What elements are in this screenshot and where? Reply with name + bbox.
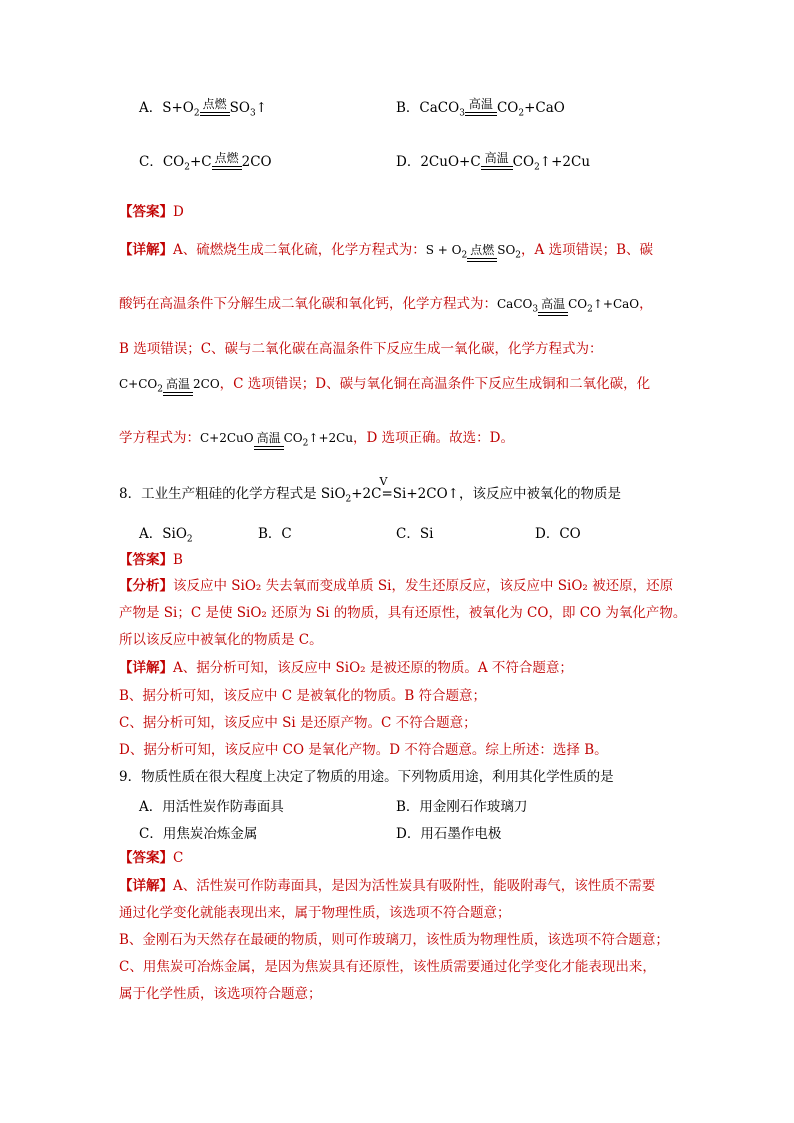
eq-product-tail: +CaO [524,100,565,116]
analysis-tag: 【分析】 [119,578,173,594]
q9-detail-line-4 [119,957,656,977]
q7-option-d [396,150,590,173]
detail-text: 通过化学变化就能表现出来，属于物理性质，该选项不符合题意； [119,905,511,921]
eq-product: CO [283,431,303,445]
eq-bar [467,258,497,259]
eq-condition-label: 高温 [256,431,281,446]
answer-tag: 【答案】 [119,204,173,220]
eq-product: CO [568,297,588,311]
option-label: A．SiO [139,526,187,542]
q8-option-d [535,522,581,542]
eq-condition-label: 点燃 [470,243,495,258]
q9-stem [119,767,614,787]
q8-option-c [396,522,433,542]
q9-option-b [396,795,527,815]
q8-analysis-line-3 [119,630,323,650]
eq-condition-label: 点燃 [202,96,227,111]
eq-bar [465,112,497,113]
q7-answer [119,202,184,222]
eq-product-tail: ↑+2Cu [539,154,591,170]
q8-analysis-line-1 [119,576,673,596]
detail-text: C、据分析可知，该反应中 Si 是还原产物。C 不符合题意； [119,715,477,731]
detail-text: B 选项错误；C、碳与二氧化碳在高温条件下反应生成一氧化碳，化学方程式为： [119,341,603,357]
q7-detail-line-4 [119,374,650,399]
eq-product: 2CO [241,154,272,170]
eq-subscript: 2 [461,250,468,261]
q8-stem [119,475,621,510]
eq-reactant: CO [162,154,185,170]
eq-condition [481,152,513,173]
detail-text: 酸钙在高温条件下分解生成二氧化碳和氧化钙，化学方程式为： [119,296,497,312]
answer-value: B [173,552,183,568]
stem-text: +2C [351,486,382,502]
q8-detail-line-1 [119,658,573,678]
option-label: D．用石墨作电极 [396,826,502,842]
eq-condition [538,298,568,319]
q8-detail-line-3 [119,713,477,733]
q7-option-b [396,96,565,119]
stem-text: Si+2CO↑，该反应中被氧化的物质是 [392,486,621,502]
eq-reactant-tail: +C [189,154,212,170]
eq-subscript: 3 [249,108,256,119]
q8-analysis-line-2 [119,603,686,623]
analysis-text: 所以该反应中被氧化的物质是 C。 [119,632,323,648]
eq-subscript: 2 [534,162,540,173]
eq-subscript: 3 [459,108,465,119]
q9-option-c [139,822,257,842]
answer-value: C [173,850,184,866]
answer-tag: 【答案】 [119,552,173,568]
option-label: C．用焦炭冶炼金属 [139,826,258,842]
option-label: A．用活性炭作防毒面具 [139,799,284,815]
q7-option-c [139,150,272,173]
equation [425,243,522,261]
eq-subscript: 2 [186,534,193,545]
detail-tag: 【详解】 [119,660,173,676]
eq-subscript: 2 [515,250,522,261]
stem-text: 9．物质性质在很大程度上决定了物质的用途。下列物质用途，利用其化学性质的是 [119,769,614,785]
eq-subscript: 3 [532,304,539,315]
detail-text: B、据分析可知，该反应中 C 是被氧化的物质。B 符合题意； [119,688,487,704]
eq-bar [200,115,230,116]
eq-bar [200,112,230,113]
reaction-mark-v: V [379,475,388,488]
q7-option-a [139,96,267,119]
eq-subscript: 2 [587,304,593,315]
eq-reactant: C+CO [119,377,158,391]
eq-subscript: 2 [193,108,200,119]
eq-condition-label: 点燃 [214,150,239,165]
eq-product-tail: ↑+2Cu [308,431,354,445]
eq-product: CO [496,100,519,116]
detail-tag: 【详解】 [119,878,173,894]
analysis-text: 该反应中 SiO₂ 失去氧而变成单质 Si，发生还原反应，该反应中 SiO₂ 被还原，还原 [173,578,674,594]
eq-condition-label: 高温 [484,150,509,165]
eq-condition-label: 高温 [165,377,190,392]
eq-product: CO [512,154,535,170]
q8-answer [119,550,183,570]
equation [119,377,220,395]
eq-subscript: 2 [302,438,309,449]
q7-detail-line-5 [119,428,514,453]
detail-text: A、硫燃烧生成二氧化硫，化学方程式为： [173,242,426,258]
eq-bar [163,395,193,396]
eq-bar [212,169,242,170]
q9-detail-line-5 [119,984,322,1004]
eq-reactant: S + O [425,243,462,257]
detail-text: B、金刚石为天然存在最硬的物质，则可作玻璃刀，该性质为物理性质，该选项不符合题意； [119,932,669,948]
q9-detail-line-1 [119,876,655,896]
detail-text: 学方程式为： [119,430,200,446]
eq-condition-label: 高温 [468,96,493,111]
q7-detail-line-2 [119,294,653,319]
eq-subscript: 2 [157,384,163,395]
eq-subscript: 2 [184,162,190,173]
eq-product: 2CO [193,377,220,391]
detail-text: ，C 选项错误；D、碳与氧化铜在高温条件下反应生成铜和二氧化碳，化 [219,376,651,392]
q9-detail-line-3 [119,930,669,950]
detail-text: D、据分析可知，该反应中 CO 是氧化产物。D 不符合题意。综上所述：选择 B。 [119,742,608,758]
q8-detail-line-4 [119,740,608,760]
eq-bar [254,446,284,447]
option-label: B．用金刚石作玻璃刀 [396,799,528,815]
reaction-mark: V = [381,484,392,504]
detail-text: ，D 选项正确。故选：D。 [353,430,514,446]
option-label: D． [396,154,421,170]
eq-bar [467,261,497,262]
eq-bar [481,169,513,170]
q8-option-a [139,522,193,545]
eq-condition [467,244,497,265]
eq-condition [200,98,230,119]
eq-product-tail: ↑+CaO [592,297,640,311]
option-label: D．CO [535,526,581,542]
equation [497,297,640,315]
q7-detail-line-1 [119,240,653,265]
q8-option-b [258,522,292,542]
eq-bar [481,166,513,167]
eq-bar [163,392,193,393]
option-label: C．Si [396,526,434,542]
eq-condition [212,152,242,173]
eq-bar [465,115,497,116]
q9-option-a [139,795,284,815]
q9-option-d [396,822,501,842]
option-label: B． [396,100,420,116]
answer-value: D [173,204,184,220]
equation [200,431,354,449]
eq-condition [163,378,193,399]
q9-detail-line-2 [119,903,511,923]
eq-condition [254,432,284,453]
option-label: C． [139,154,163,170]
eq-subscript: 2 [518,108,525,119]
eq-product-tail: ↑ [255,100,267,116]
option-label: B．C [258,526,292,542]
detail-text: ， [639,296,653,312]
q7-detail-line-3 [119,339,603,359]
eq-condition [465,98,497,119]
eq-bar [538,312,568,313]
eq-reactant: 2CuO+C [420,154,481,170]
detail-text: A、据分析可知，该反应中 SiO₂ 是被还原的物质。A 不符合题意； [173,660,573,676]
eq-reactant: CaCO [419,100,460,116]
analysis-text: 产物是 Si；C 是使 SiO₂ 还原为 Si 的物质，具有还原性，被氧化为 CO，即 CO 为氧化产物。 [119,605,687,621]
detail-tag: 【详解】 [119,242,173,258]
q8-detail-line-2 [119,686,486,706]
eq-reactant: C+2CuO [200,431,254,445]
detail-text: 属于化学性质，该选项符合题意； [119,986,322,1002]
q9-answer [119,848,183,868]
eq-product: SO [497,243,516,257]
eq-bar [538,315,568,316]
eq-subscript: 2 [345,494,352,505]
eq-condition-label: 高温 [541,297,566,312]
detail-text: A、活性炭可作防毒面具，是因为活性炭具有吸附性，能吸附毒气，该性质不需要 [173,878,656,894]
eq-bar [254,449,284,450]
detail-text: C、用焦炭可冶炼金属，是因为焦炭具有还原性，该性质需要通过化学变化才能表现出来， [119,959,656,975]
eq-product: SO [229,100,250,116]
option-label: A． [139,100,163,116]
detail-text: ，A 选项错误；B、碳 [521,242,653,258]
answer-tag: 【答案】 [119,850,173,866]
stem-text: 8．工业生产粗硅的化学方程式是 SiO [119,486,346,502]
eq-bar [212,166,242,167]
eq-reactant: CaCO [497,297,533,311]
eq-reactant: S+O [162,100,194,116]
